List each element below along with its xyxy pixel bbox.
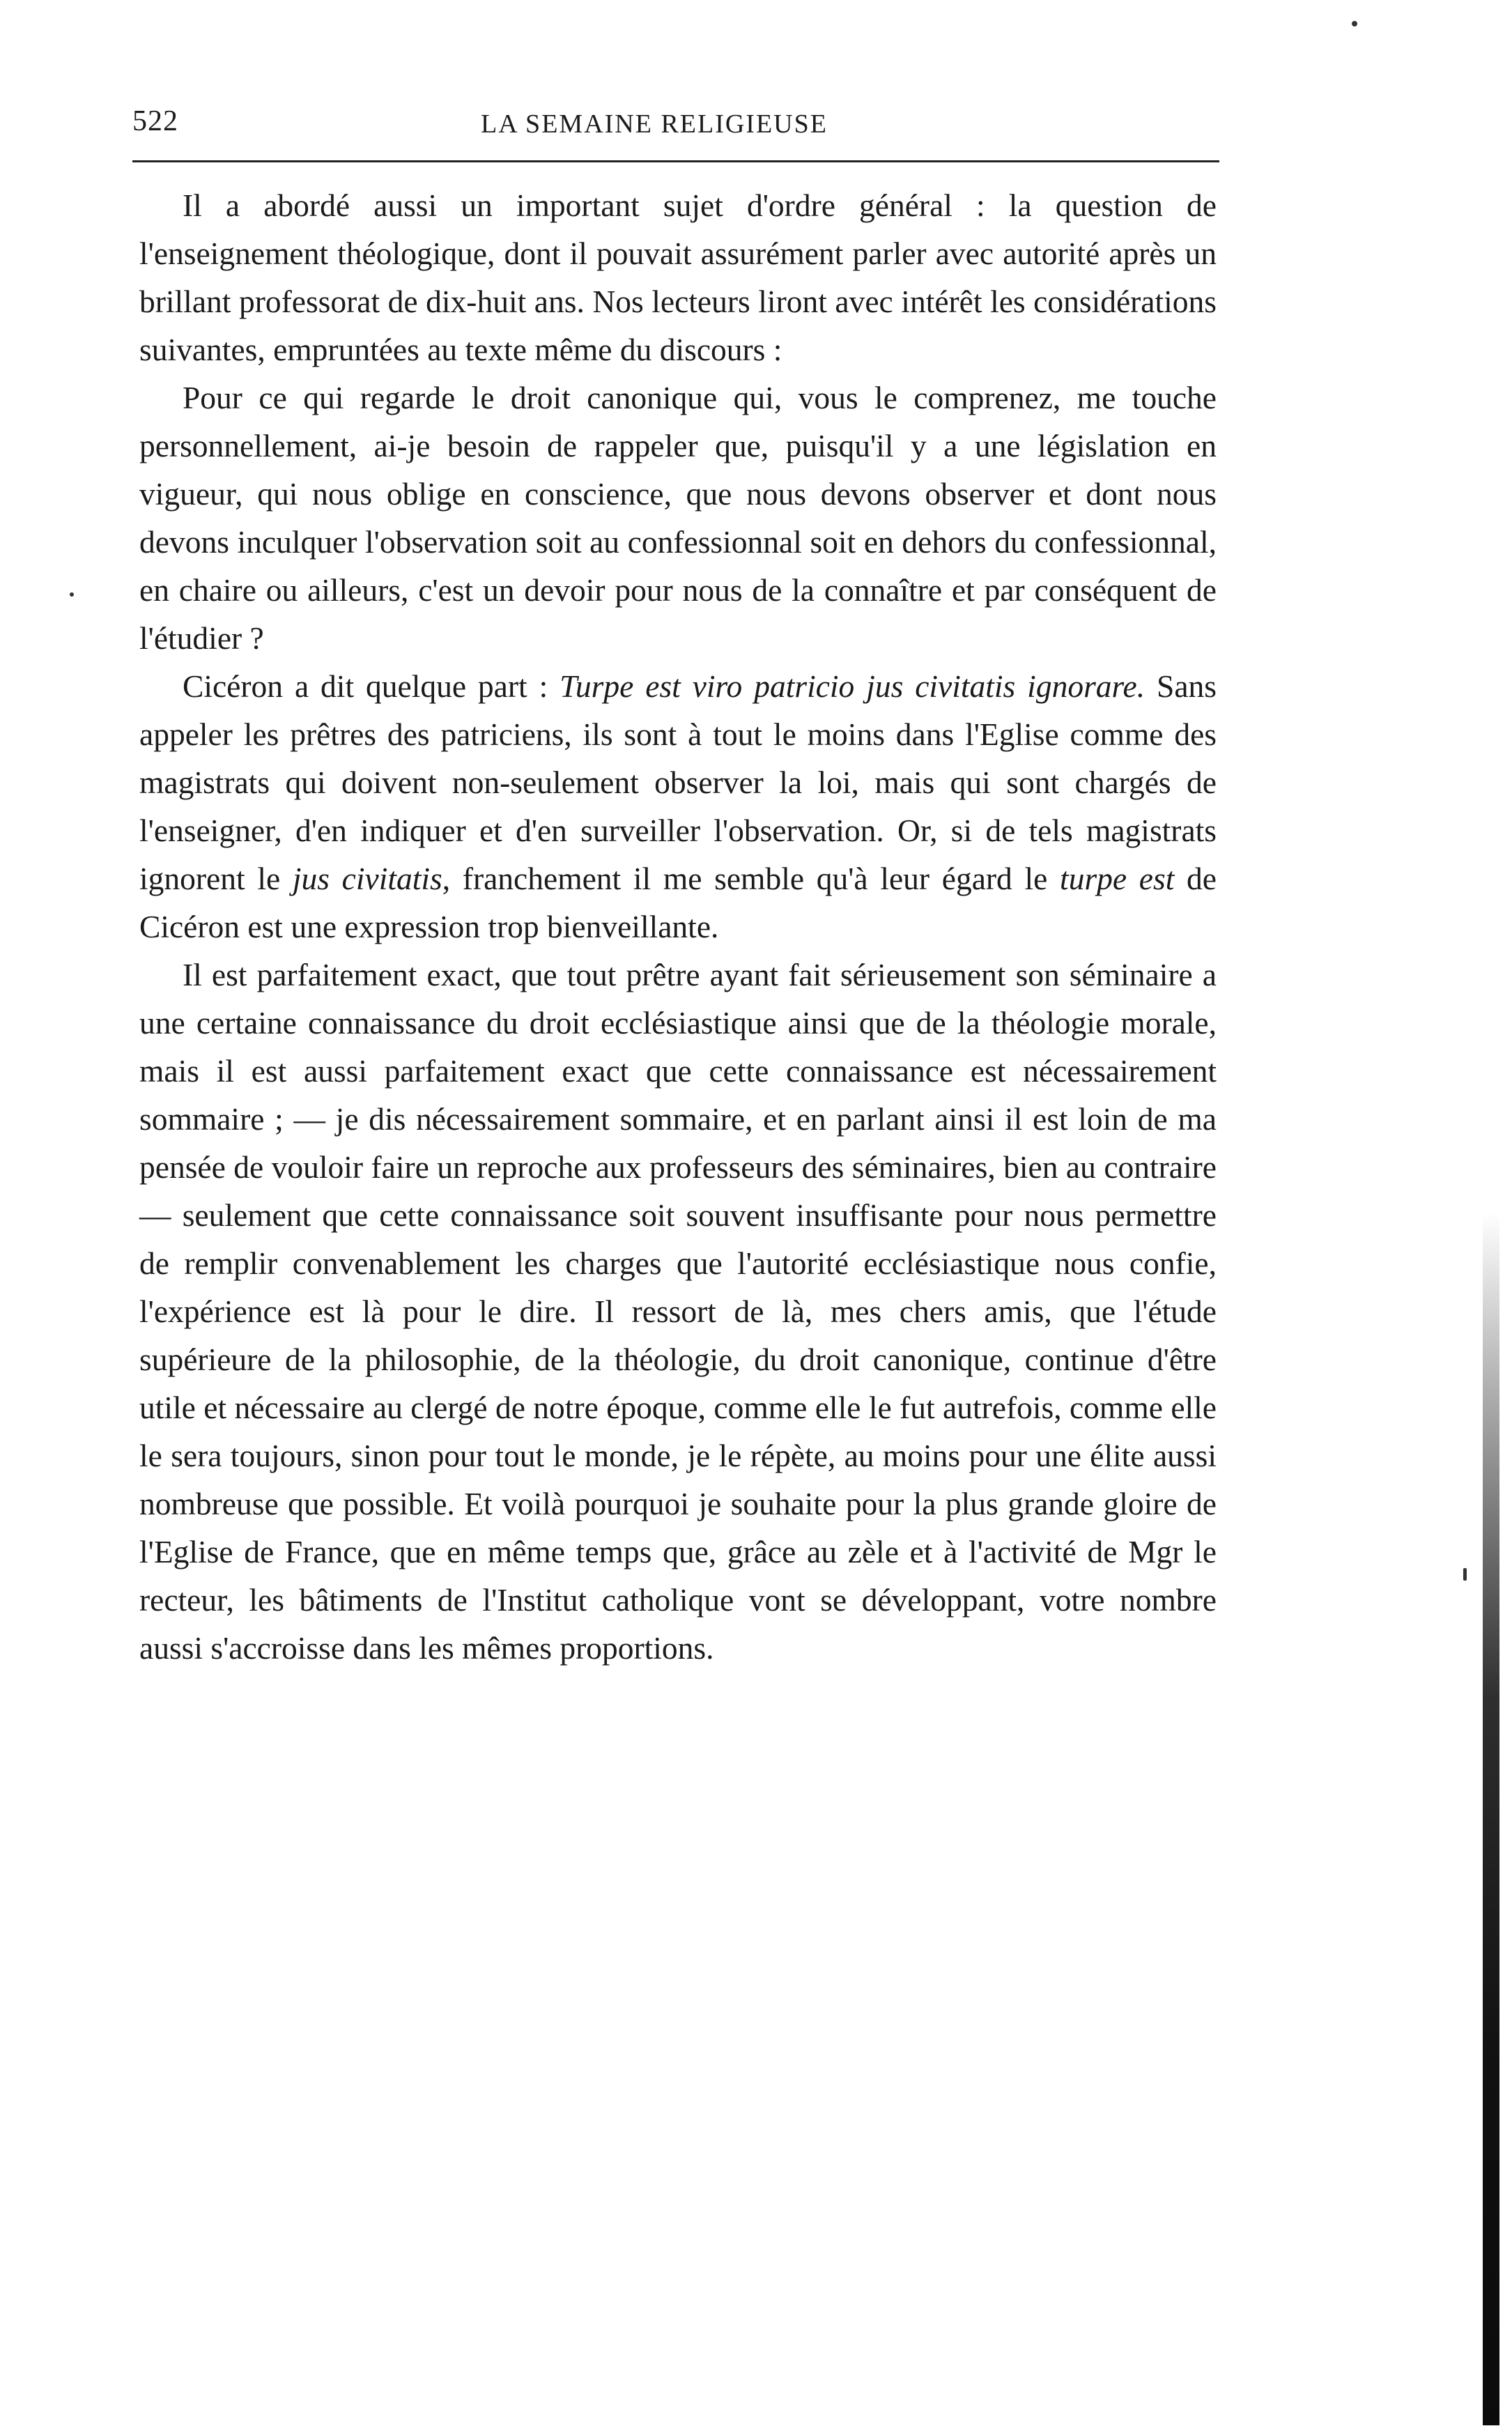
running-head (132, 105, 1219, 146)
running-title: LA SEMAINE RELIGIEUSE (481, 109, 828, 139)
ciceron-text-b: Sans appeler les prêtres des patriciens, ils sont à tout le moins dans l'Eglise comme des magistrats qui doivent non-seulement observer la loi, mais qui sont chargés de l'enseigner, d'en indiquer et d'en surveiller l'observation. Or, si de tels magistrats ignorent le (139, 668, 1217, 896)
latin-turpe-est: turpe est (1060, 861, 1175, 896)
latin-quote: Turpe est viro patricio jus civitatis ignorare. (560, 668, 1145, 704)
text-column (139, 181, 1217, 1672)
paragraph-ciceron (139, 662, 1217, 951)
page-number: 522 (132, 105, 178, 137)
scan-speck (1352, 21, 1357, 26)
paragraph-intro: Il a abordé aussi un important sujet d'ordre général : la question de l'enseignement théologique, dont il pouvait assurément parler avec autorité après un brillant professorat de dix-huit ans. Nos lecteurs liront avec intérêt les considérations suivantes, empruntées au texte même du discours : (139, 187, 1217, 367)
scan-edge-shadow (1483, 1213, 1499, 2425)
ciceron-text-c: , franchement il me semble qu'à leur égard le (442, 861, 1060, 896)
scan-speck (70, 592, 74, 597)
paragraph-droit-canonique: Pour ce qui regarde le droit canonique qui, vous le comprenez, me touche personnellement, ai-je besoin de rappeler que, puisqu'il y a une législation en vigueur, qui nous oblige en conscience, que nous devons observer et dont nous devons inculquer l'observation soit au confessionnal soit en dehors du confessionnal, en chaire ou ailleurs, c'est un devoir pour nous de la connaître et par conséquent de l'étudier ? (139, 380, 1217, 656)
paragraph-etude-superieure: Il est parfaitement exact, que tout prêtre ayant fait sérieusement son séminaire a une certaine connaissance du droit ecclésiastique ainsi que de la théologie morale, mais il est aussi parfaitement exact que cette connaissance est nécessairement sommaire ; — je dis nécessairement sommaire, et en parlant ainsi il est loin de ma pensée de vouloir faire un reproche aux professeurs des séminaires, bien au contraire — seulement que cette connaissance soit souvent insuffisante pour nous permettre de remplir convenablement les charges que l'autorité ecclésiastique nous confie, l'expérience est là pour le dire. Il ressort de là, mes chers amis, que l'étude supérieure de la philosophie, de la théologie, du droit canonique, continue d'être utile et nécessaire au clergé de notre époque, comme elle le fut autrefois, comme elle le sera toujours, sinon pour tout le monde, je le répète, au moins pour une élite aussi nombreuse que possible. Et voilà pourquoi je souhaite pour la plus grande gloire de l'Eglise de France, que en même temps que, grâce au zèle et à l'activité de Mgr le recteur, les bâtiments de l'Institut catholique vont se développant, votre nombre aussi s'accroisse dans les mêmes proportions. (139, 957, 1217, 1666)
latin-jus-civitatis: jus civitatis (292, 861, 442, 896)
scan-speck (1463, 1568, 1467, 1581)
ciceron-text-a: Cicéron a dit quelque part : (183, 668, 560, 704)
header-rule (132, 160, 1219, 162)
ciceron-text-d: de Cicéron est une expression trop bienveillante. (139, 861, 1217, 944)
